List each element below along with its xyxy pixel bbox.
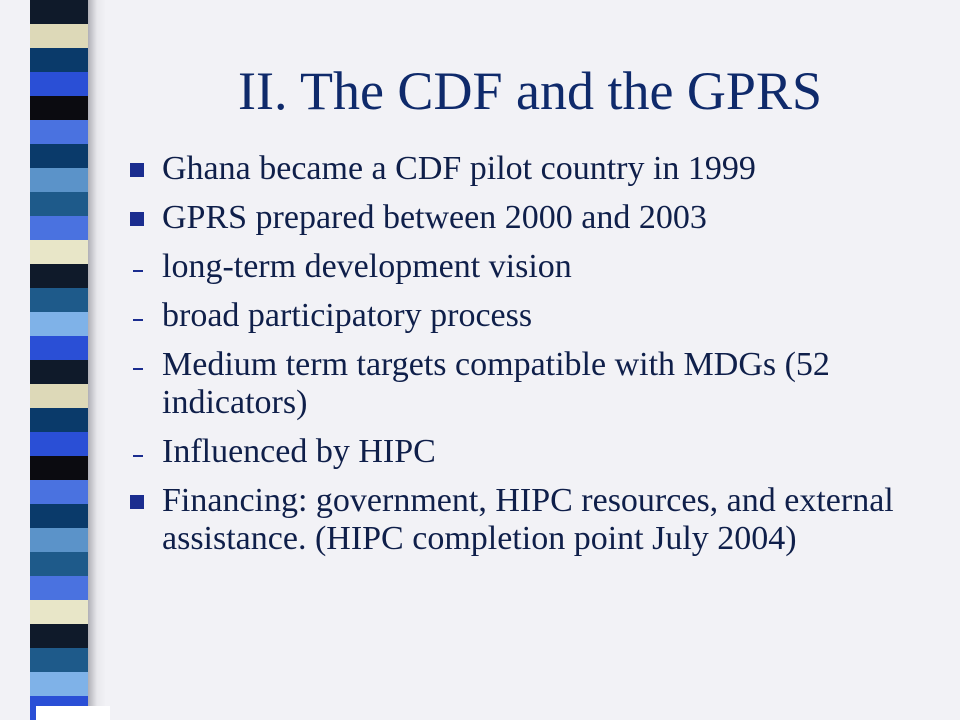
bullet-item: [130, 346, 920, 422]
stripe-band: [30, 288, 88, 312]
stripe-band: [30, 72, 88, 96]
stripe-shadow: [88, 0, 106, 720]
square-bullet-icon: [130, 212, 144, 226]
stripe-band: [30, 480, 88, 504]
bullet-text: Financing: government, HIPC resources, and external assistance. (HIPC completion point July 2004): [162, 482, 894, 557]
dash-bullet-icon: [133, 368, 143, 370]
stripe-band: [30, 360, 88, 384]
dash-bullet-icon: [133, 319, 143, 321]
stripe-band: [30, 192, 88, 216]
dash-bullet-icon: [133, 455, 143, 457]
bullet-text: Medium term targets compatible with MDGs (52 indicators): [162, 346, 830, 421]
stripe-base: [36, 706, 110, 720]
bullet-item: [130, 297, 920, 335]
stripe-band: [30, 24, 88, 48]
stripe-band: [30, 456, 88, 480]
stripe-band: [30, 648, 88, 672]
bullet-text: broad participatory process: [162, 297, 533, 334]
bullet-item: [130, 150, 920, 188]
stripe-band: [30, 312, 88, 336]
stripe-band: [30, 264, 88, 288]
bullet-text: Ghana became a CDF pilot country in 1999: [162, 150, 756, 187]
stripe-band: [30, 408, 88, 432]
stripe-band: [30, 144, 88, 168]
stripe-band: [30, 240, 88, 264]
stripe-band: [30, 600, 88, 624]
bullet-text: Influenced by HIPC: [162, 433, 436, 470]
stripe-band: [30, 552, 88, 576]
square-bullet-icon: [130, 163, 144, 177]
bullet-item: [130, 248, 920, 286]
stripe-band: [30, 384, 88, 408]
stripe-band: [30, 120, 88, 144]
bullet-item: [130, 199, 920, 237]
stripe-band: [30, 336, 88, 360]
stripe-band: [30, 216, 88, 240]
bullet-list: [130, 150, 920, 569]
decorative-stripe-strip: [30, 0, 88, 720]
stripe-band: [30, 96, 88, 120]
stripe-band: [30, 432, 88, 456]
stripe-band: [30, 624, 88, 648]
stripe-band: [30, 0, 88, 24]
slide-title: II. The CDF and the GPRS: [237, 61, 822, 121]
stripe-band: [30, 168, 88, 192]
bullet-text: long-term development vision: [162, 248, 572, 285]
bullet-item: [130, 433, 920, 471]
bullet-text: GPRS prepared between 2000 and 2003: [162, 199, 707, 236]
stripe-band: [30, 48, 88, 72]
stripe-band: [30, 672, 88, 696]
square-bullet-icon: [130, 495, 144, 509]
bullet-item: [130, 482, 920, 558]
stripe-band: [30, 528, 88, 552]
dash-bullet-icon: [133, 270, 143, 272]
stripe-band: [30, 504, 88, 528]
stripe-band: [30, 576, 88, 600]
